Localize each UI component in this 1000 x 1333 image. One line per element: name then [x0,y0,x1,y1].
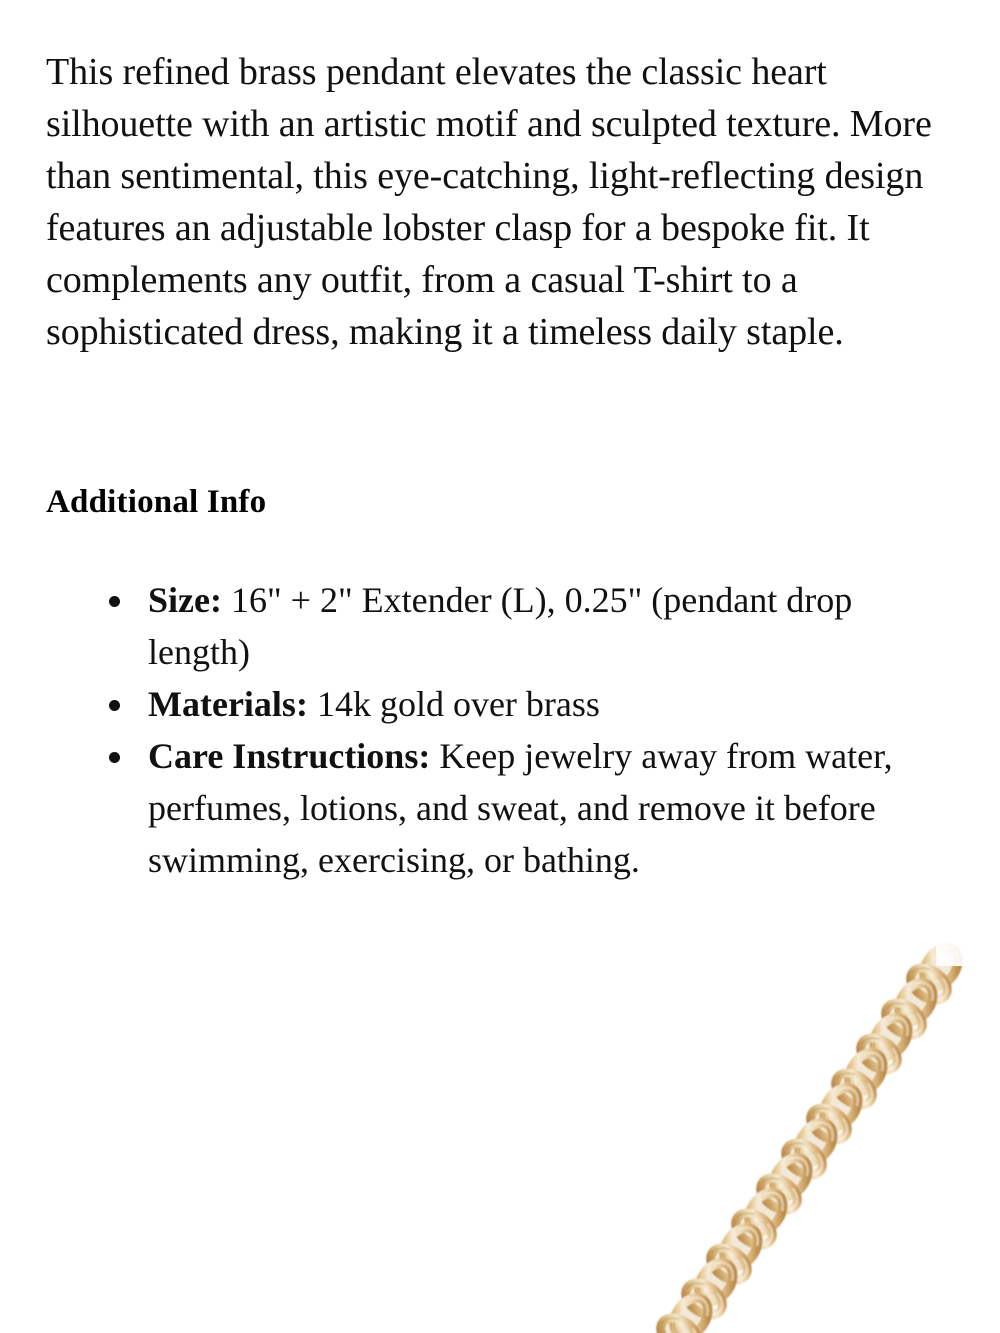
list-item-term: Materials: [148,684,308,724]
chain-highlights [674,971,942,1333]
list-item-description: 14k gold over brass [316,684,600,724]
gold-chain-image [640,940,1000,1333]
intro-paragraph: This refined brass pendant elevates the classic heart silhouette with an artistic motif and sculpted texture. More than sentimental, this eye-catching, light-reflecting design features an adjustable lobster clasp for a bespoke fit. It complements any outfit, from a casual T-shirt to a sophisticated dress, making it a timeless daily staple. [46,51,932,353]
list-item [46,678,956,730]
additional-info-heading: Additional Info [46,484,267,520]
list-item-description: 16" + 2" Extender (L), 0.25" (pendant drop length) [148,580,853,672]
chain-illustration [640,940,1000,1333]
chain-shadow [678,962,942,1330]
bullet-icon [109,700,120,711]
list-item [46,574,956,678]
list-item-term: Size: [148,580,222,620]
list-item-term: Care Instructions: [148,736,431,776]
chain-links [655,941,965,1333]
bullet-icon [109,752,120,763]
additional-info-list [46,574,956,886]
list-item-description: Keep jewelry away from water, perfumes, lotions, and sweat, and remove it before swimming, exercising, or bathing. [148,736,893,880]
list-item [46,730,956,886]
bullet-icon [109,596,120,607]
